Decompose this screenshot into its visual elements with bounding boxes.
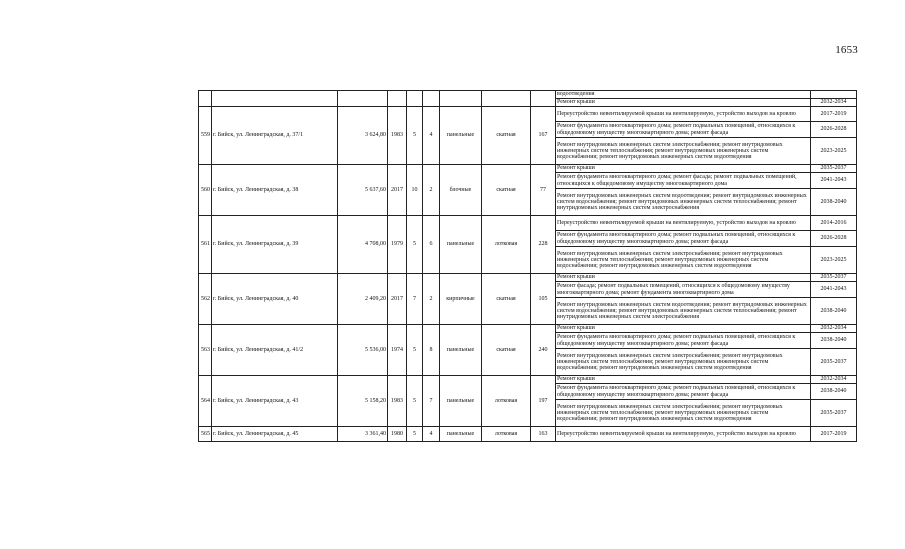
table-row [199,91,857,99]
work-description-cell: Ремонт фундамента многоквартирного дома; ремонт подвальных помещений, относящихся к общедомовому имуществу многоквартирного дома; ремонт фасада [556,122,811,138]
wall-material-cell: панельные [440,107,482,165]
total-area-cell: 5 637,60 [338,165,388,216]
address-cell: г. Бийск, ул. Ленинградская, д. 39 [212,216,338,274]
house-number-cell: 565 [199,427,212,442]
address-cell: г. Бийск, ул. Ленинградская, д. 41/2 [212,325,338,376]
commission-year-cell: 1980 [388,427,407,442]
planned-period-cell: 2035-2037 [811,165,857,173]
planned-period-cell: 2026-2028 [811,122,857,138]
page-number: 1653 [835,44,858,56]
address-cell [212,91,338,107]
wall-material-cell [440,91,482,107]
planned-period-cell: 2032-2034 [811,99,857,107]
work-description-cell: Ремонт крыши [556,274,811,282]
work-description-cell: Ремонт фундамента многоквартирного дома; ремонт фасада; ремонт подвальных помещений, относящихся к общедомовому имуществу многоквартирного дома [556,173,811,189]
floors-cell: 5 [407,216,423,274]
planned-period-cell: 2035-2037 [811,400,857,427]
address-cell: г. Бийск, ул. Ленинградская, д. 45 [212,427,338,442]
planned-period-cell: 2014-2016 [811,216,857,231]
table-row [199,427,857,442]
floors-cell [407,91,423,107]
entrances-cell [423,91,440,107]
commission-year-cell: 1983 [388,376,407,427]
house-number-cell: 560 [199,165,212,216]
wall-material-cell: панельные [440,216,482,274]
planned-period-cell: 2041-2043 [811,282,857,298]
floors-cell: 10 [407,165,423,216]
floors-cell: 7 [407,274,423,325]
planned-period-cell: 2023-2025 [811,247,857,274]
work-description-cell: Ремонт внутридомовых инженерных систем электроснабжения; ремонт внутридомовых инженерных систем теплоснабжения; ремонт внутридомовых инженерных систем водоснабжения; ремонт внутридомовых инженерных систем водоотведения [556,247,811,274]
planned-period-cell [811,91,857,99]
roof-type-cell: скатная [482,274,531,325]
residents-cell: 167 [531,107,556,165]
work-description-cell: Ремонт внутридомовых инженерных систем водоотведения; ремонт внутридомовых инженерных систем водоснабжения; ремонт внутридомовых инженерных систем теплоснабжения; ремонт внутридомовых инженерных систем электроснабжения [556,298,811,325]
roof-type-cell: лотковая [482,376,531,427]
planned-period-cell: 2032-2034 [811,325,857,333]
work-description-cell: Ремонт фасада; ремонт подвальных помещений, относящихся к общедомовому имуществу многоквартирного дома; ремонт фундамента многоквартирного дома [556,282,811,298]
work-description-cell: Ремонт крыши [556,325,811,333]
commission-year-cell [388,91,407,107]
wall-material-cell: панельные [440,376,482,427]
work-description-cell: Ремонт фундамента многоквартирного дома; ремонт подвальных помещений, относящихся к общедомовому имуществу многоквартирного дома; ремонт фасада [556,231,811,247]
residents-cell: 197 [531,376,556,427]
table-row [199,107,857,122]
work-description-cell: Ремонт крыши [556,165,811,173]
table-row [199,376,857,384]
commission-year-cell: 2017 [388,165,407,216]
wall-material-cell: панельные [440,325,482,376]
roof-type-cell [482,91,531,107]
work-description-cell: Переустройство невентилируемой крыши на вентилируемую, устройство выходов на кровлю [556,216,811,231]
table-row [199,165,857,173]
house-number-cell [199,91,212,107]
wall-material-cell: панельные [440,427,482,442]
work-description-cell: Переустройство невентилируемой крыши на вентилируемую, устройство выходов на кровлю [556,107,811,122]
floors-cell: 5 [407,107,423,165]
residents-cell [531,91,556,107]
planned-period-cell: 2038-2040 [811,333,857,349]
residents-cell: 163 [531,427,556,442]
commission-year-cell: 1974 [388,325,407,376]
floors-cell: 5 [407,325,423,376]
planned-period-cell: 2035-2037 [811,274,857,282]
planned-period-cell: 2032-2034 [811,376,857,384]
table-row [199,216,857,231]
work-description-cell: Переустройство невентилируемой крыши на вентилируемую, устройство выходов на кровлю [556,427,811,442]
entrances-cell: 4 [423,427,440,442]
work-description-cell: Ремонт внутридомовых инженерных систем водоотведения; ремонт внутридомовых инженерных систем водоснабжения; ремонт внутридомовых инженерных систем теплоснабжения; ремонт внутридомовых инженерных систем электроснабжения [556,189,811,216]
wall-material-cell: блочные [440,165,482,216]
planned-period-cell: 2017-2019 [811,107,857,122]
address-cell: г. Бийск, ул. Ленинградская, д. 43 [212,376,338,427]
address-cell: г. Бийск, ул. Ленинградская, д. 40 [212,274,338,325]
residents-cell: 228 [531,216,556,274]
work-description-cell: водоотведения [556,91,811,99]
house-number-cell: 559 [199,107,212,165]
work-description-cell: Ремонт внутридомовых инженерных систем электроснабжения; ремонт внутридомовых инженерных систем теплоснабжения; ремонт внутридомовых инженерных систем водоснабжения; ремонт внутридомовых инженерных систем водоотведения [556,400,811,427]
house-number-cell: 564 [199,376,212,427]
planned-period-cell: 2017-2019 [811,427,857,442]
commission-year-cell: 2017 [388,274,407,325]
work-description-cell: Ремонт крыши [556,376,811,384]
house-number-cell: 561 [199,216,212,274]
table-row [199,274,857,282]
work-description-cell: Ремонт внутридомовых инженерных систем электроснабжения; ремонт внутридомовых инженерных систем теплоснабжения; ремонт внутридомовых инженерных систем водоснабжения; ремонт внутридомовых инженерных систем водоотведения [556,138,811,165]
planned-period-cell: 2023-2025 [811,138,857,165]
roof-type-cell: скатная [482,107,531,165]
work-description-cell: Ремонт крыши [556,99,811,107]
table-row [199,325,857,333]
roof-type-cell: лотковая [482,427,531,442]
work-description-cell: Ремонт фундамента многоквартирного дома; ремонт подвальных помещений, относящихся к общедомовому имуществу многоквартирного дома; ремонт фасада [556,333,811,349]
planned-period-cell: 2038-2040 [811,298,857,325]
floors-cell: 5 [407,376,423,427]
entrances-cell: 2 [423,274,440,325]
total-area-cell: 2 409,20 [338,274,388,325]
entrances-cell: 8 [423,325,440,376]
entrances-cell: 4 [423,107,440,165]
residents-cell: 105 [531,274,556,325]
work-description-cell: Ремонт внутридомовых инженерных систем электроснабжения; ремонт внутридомовых инженерных систем теплоснабжения; ремонт внутридомовых инженерных систем водоснабжения; ремонт внутридомовых инженерных систем водоотведения [556,349,811,376]
work-description-cell: Ремонт фундамента многоквартирного дома; ремонт подвальных помещений, относящихся к общедомовому имуществу многоквартирного дома; ремонт фасада [556,384,811,400]
planned-period-cell: 2041-2043 [811,173,857,189]
planned-period-cell: 2026-2028 [811,231,857,247]
planned-period-cell: 2035-2037 [811,349,857,376]
total-area-cell: 5 536,00 [338,325,388,376]
house-number-cell: 562 [199,274,212,325]
address-cell: г. Бийск, ул. Ленинградская, д. 38 [212,165,338,216]
total-area-cell: 4 708,00 [338,216,388,274]
entrances-cell: 6 [423,216,440,274]
entrances-cell: 2 [423,165,440,216]
wall-material-cell: кирпичные [440,274,482,325]
planned-period-cell: 2038-2040 [811,189,857,216]
commission-year-cell: 1983 [388,107,407,165]
roof-type-cell: лотковая [482,216,531,274]
table-body [199,91,857,442]
planned-period-cell: 2038-2040 [811,384,857,400]
roof-type-cell: скатная [482,165,531,216]
address-cell: г. Бийск, ул. Ленинградская, д. 37/1 [212,107,338,165]
residents-cell: 240 [531,325,556,376]
total-area-cell [338,91,388,107]
total-area-cell: 3 624,80 [338,107,388,165]
total-area-cell: 5 158,20 [338,376,388,427]
residents-cell: 77 [531,165,556,216]
total-area-cell: 3 361,40 [338,427,388,442]
house-number-cell: 563 [199,325,212,376]
roof-type-cell: скатная [482,325,531,376]
housing-register-table [198,90,857,442]
commission-year-cell: 1979 [388,216,407,274]
floors-cell: 5 [407,427,423,442]
entrances-cell: 7 [423,376,440,427]
